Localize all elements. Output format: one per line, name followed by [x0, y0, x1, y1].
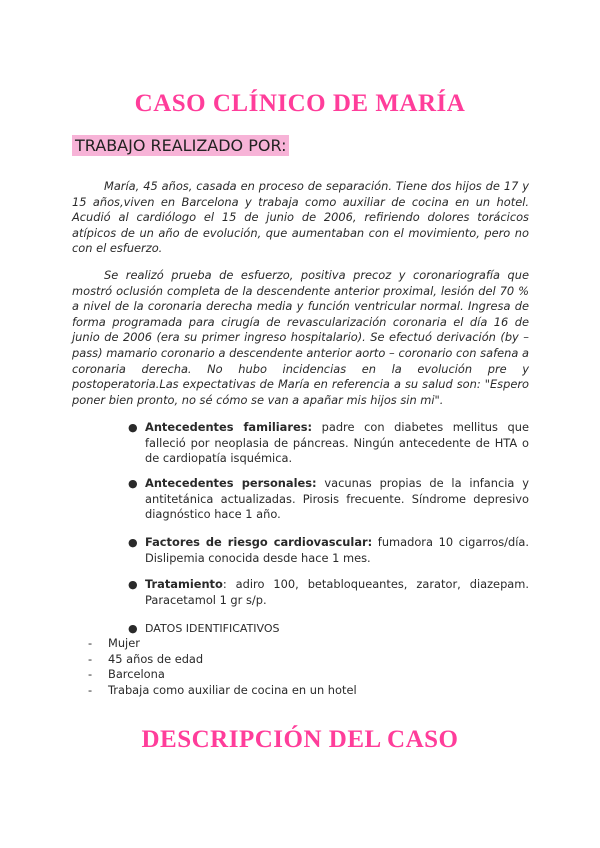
case-paragraph-clinical: Se realizó prueba de esfuerzo, positiva precoz y coronariografía que mostró oclusión completa de la descendente anterior proximal, lesión del 70 % a nivel de la coronaria derecha media y función ventricular normal. Ingresa de forma programada para cirugía de revascularización coronaria el día 16 de junio de 2006 (era su primer ingreso hospitalario). Se efectuó derivación (by – pass) mamario coronario a descendente anterior aorto – coronario con safena a coronaria derecha. No hubo incidencias en la evolución pre y postoperatoria.Las expectativas de María en referencia a su salud son: "Espero poner bien pronto, no sé cómo se van a apañar mis hijos sin mi". — [72, 268, 529, 407]
bullet-dot-icon: ● — [128, 536, 138, 549]
bullet-antecedentes-personales — [128, 476, 529, 523]
list-item-text: Barcelona — [108, 667, 165, 682]
dash-icon: - — [88, 651, 93, 666]
bullet-label: Factores de riesgo cardiovascular: — [145, 535, 373, 549]
bullet-dot-icon: ● — [128, 477, 138, 490]
bullet-dot-icon: ● — [128, 421, 138, 434]
bullet-label: Antecedentes personales: — [145, 476, 317, 490]
identification-list — [88, 636, 357, 698]
dash-icon: - — [88, 636, 93, 650]
list-item-text: Trabaja como auxiliar de cocina en un hotel — [108, 682, 357, 697]
bullet-label: Tratamiento — [145, 577, 223, 591]
list-item — [88, 667, 357, 683]
bullet-text: : adiro 100, betabloqueantes, zarator, diazepam. Paracetamol 1 gr s/p. — [145, 577, 529, 607]
bullet-text: vacunas propias de la infancia y antitetánica actualizadas. Pirosis frecuente. Síndrome depresivo diagnóstico hace 1 año. — [145, 476, 529, 522]
list-item — [88, 636, 357, 652]
list-item — [88, 683, 357, 699]
dash-icon: - — [88, 667, 93, 682]
bullet-antecedentes-familiares — [128, 420, 529, 467]
bullet-datos-identificativos — [128, 621, 529, 637]
case-paragraph-intro: María, 45 años, casada en proceso de separación. Tiene dos hijos de 17 y 15 años,viven en Barcelona y trabaja como auxiliar de cocina en un hotel. Acudió al cardiólogo el 15 de junio de 2006, refiriendo dolores torácicos atípicos de un año de evolución, que aumentaban con el movimiento, pero no con el esfuerzo. — [72, 179, 529, 256]
authors-heading: TRABAJO REALIZADO POR: — [72, 135, 289, 156]
bullet-text: fumadora 10 cigarros/día. Dislipemia conocida desde hace 1 mes. — [145, 535, 529, 565]
section-title: DESCRIPCIÓN DEL CASO — [141, 726, 459, 753]
bullet-text: DATOS IDENTIFICATIVOS — [145, 622, 280, 635]
list-item — [88, 652, 357, 668]
dash-icon: - — [88, 682, 93, 697]
bullet-dot-icon: ● — [128, 578, 138, 591]
bullet-factores-riesgo — [128, 535, 529, 566]
bullet-dot-icon: ● — [128, 622, 138, 635]
bullet-label: Antecedentes familiares: — [145, 420, 313, 434]
list-item-text: Mujer — [108, 636, 140, 650]
page-title: CASO CLÍNICO DE MARÍA — [134, 90, 466, 117]
bullet-text: padre con diabetes mellitus que falleció por neoplasia de páncreas. Ningún antecedente de HTA o de cardiopatía isquémica. — [145, 420, 529, 466]
bullet-tratamiento — [128, 577, 529, 608]
list-item-text: 45 años de edad — [108, 651, 204, 666]
